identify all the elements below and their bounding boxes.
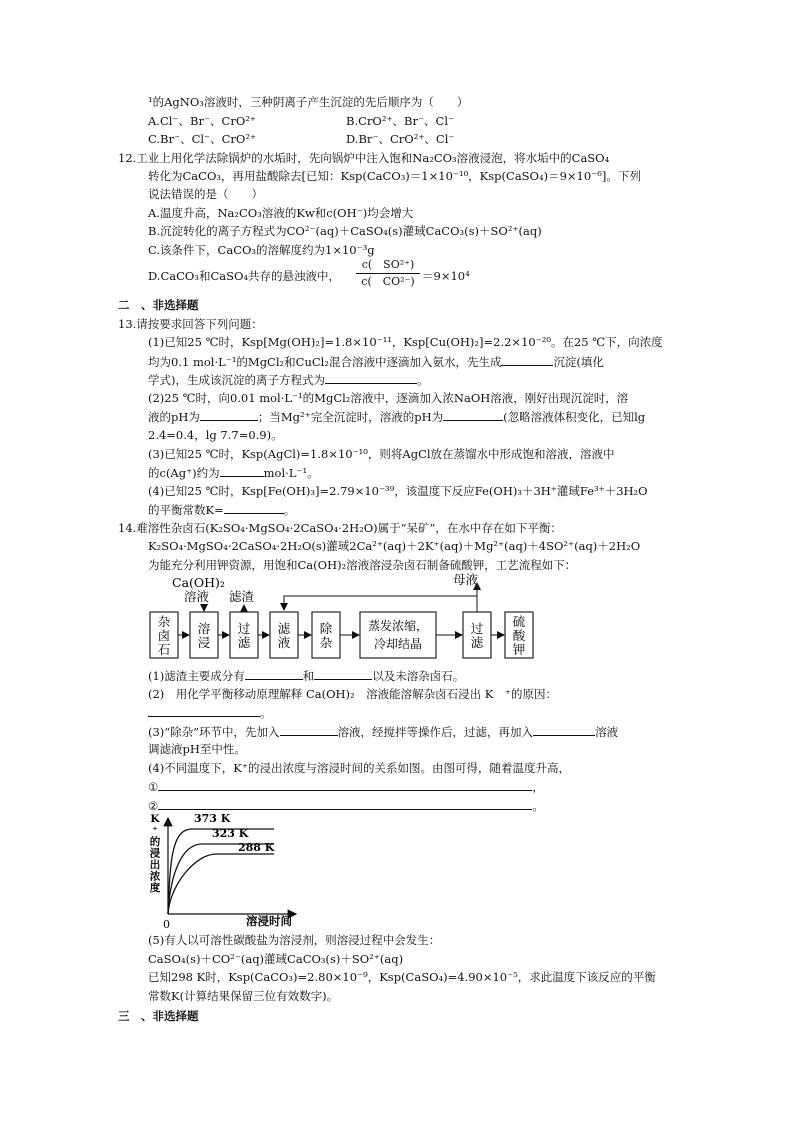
q12-option-d: D.CaCO₃和CaSO₄共存的悬浊液中， [148, 269, 341, 283]
q13-part2-text-mid: ；当Mg²⁺完全沉淀时，溶液的pH为 [257, 410, 444, 424]
q14-part2-period: 。 [260, 706, 272, 720]
section-2-heading: 二 、非选择题 [118, 298, 199, 312]
q12-stem-line2: 转化为CaCO₃，再用盐酸除去[已知：Ksp(CaCO₃)＝1×10⁻¹⁰，Ksp(CaSO₄)＝9×10⁻⁶]。下列 [148, 169, 641, 183]
q14-part3-mid: 溶液，经搅拌等操作后，过滤，再加入 [337, 725, 534, 739]
q11-option-d: D.Br⁻、CrO²⁺、Cl⁻ [346, 132, 455, 146]
q11-stem-continued: ¹的AgNO₃溶液时，三种阴离子产生沉淀的先后顺序为（ ） [148, 95, 469, 109]
flow-box-label-char: 卤 [157, 628, 171, 643]
y-axis-label-char: 出 [149, 859, 161, 871]
q14-part2: (2) 用化学平衡移动原理解释 Ca(OH)₂ 溶液能溶解杂卤石浸出 K ⁺的原因： [148, 687, 557, 701]
q14-part1-text: (1)滤渣主要成分有 [148, 669, 245, 683]
flow-box-label-char: 滤 [237, 635, 251, 650]
flow-reagent-label: Ca(OH)₂ [172, 575, 225, 590]
series-label: 373 K [194, 812, 231, 825]
q14-stem-line3: 为能充分利用钾资源，用饱和Ca(OH)₂溶液溶浸杂卤石制备硫酸钾，工艺流程如下： [148, 558, 577, 572]
y-axis-label-char: 浸 [149, 847, 161, 860]
q12-fraction-numerator: c( SO²⁺) [361, 258, 415, 271]
q11-option-c: C.Br⁻、Cl⁻、CrO²⁺ [148, 132, 257, 146]
q14-part3-tail: 溶液 [595, 725, 619, 739]
y-axis-label-char: 的 [149, 836, 161, 848]
series-label: 288 K [238, 841, 275, 854]
y-axis-label-char: ⁺ [152, 824, 158, 837]
x-axis-label: 溶浸时间 [246, 914, 292, 928]
flow-box-label: 冷却结晶 [373, 637, 423, 651]
flow-box-label-char: 除 [319, 621, 333, 636]
flow-box-label: 蒸发浓缩， [367, 619, 429, 633]
q13-part4-line1: (4)已知25 ℃时，Ksp[Fe(OH)₃]=2.79×10⁻³⁹，该温度下反应Fe(OH)₃＋3H⁺灌琙Fe³⁺＋3H₂O [148, 484, 648, 498]
q13-part2-text-tail: (忽略溶液体积变化，已知lg [503, 410, 646, 424]
q13-part3-text: 的c(Ag⁺)约为 [148, 466, 220, 480]
flow-box-label-char: 浸 [197, 635, 211, 650]
flow-box-label-char: 滤 [277, 621, 291, 636]
q13-part3-line1: (3)已知25 ℃时，Ksp(AgCl)=1.8×10⁻¹⁰，则将AgCl放在蒸馏水中形成饱和溶液，溶液中 [148, 447, 615, 461]
q13-part1-text: 学式)，生成该沉淀的离子方程式为 [148, 373, 325, 387]
q12-stem-line3: 说法错误的是（ ） [148, 187, 263, 201]
flow-box-label-char: 滤 [470, 635, 484, 650]
series-label: 323 K [212, 827, 249, 840]
q14-part5-line4: 常数K(计算结果保留三位有效数字)。 [148, 989, 339, 1003]
q13-part1-line1: (1)已知25 ℃时，Ksp[Mg(OH)₂]=1.8×10⁻¹¹，Ksp[Cu(OH)₂]=2.2×10⁻²⁰。在25 ℃下，向浓度 [148, 335, 663, 349]
q14-part5-equation: CaSO₄(s)＋CO²⁻(aq)灌琙CaCO₃(s)＋SO²⁺(aq) [148, 952, 404, 966]
q14-part1-and: 和 [302, 669, 315, 683]
origin-label: 0 [163, 918, 170, 931]
q14-part3-line2: 调滤液pH至中性。 [148, 742, 246, 756]
q13-stem: 13.请按要求回答下列问题： [118, 317, 263, 331]
q12-stem-line1: 12.工业上用化学法除锅炉的水垢时，先向锅炉中注入饱和Na₂CO₃溶液浸泡，将水垢中的CaSO₄ [118, 151, 610, 165]
flow-box-label-char: 酸 [512, 628, 526, 643]
flow-box-label-char: 过 [237, 621, 251, 636]
flow-box-label-char: 钾 [512, 642, 526, 657]
y-axis-label-char: 浓 [149, 870, 161, 883]
q13-part2-line3: 2.4=0.4，lg 7.7=0.9)。 [148, 428, 283, 442]
flow-box-label-char: 液 [277, 635, 291, 650]
q12-fraction-value: ＝9×10⁴ [422, 269, 470, 283]
q14-part4: (4)不同温度下，K⁺的浸出浓度与溶浸时间的关系如图。由图可得，随着温度升高， [148, 761, 570, 775]
flow-box-label-char: 硫 [512, 614, 526, 629]
circle-number-1: ① [148, 780, 159, 794]
q14-part3-text: (3)“除杂”环节中，先加入 [148, 725, 280, 739]
flow-mother-label: 母液 [453, 572, 479, 587]
flow-box-label-char: 杂 [319, 635, 333, 650]
q11-option-b: B.CrO²⁺、Br⁻、Cl⁻ [346, 114, 455, 128]
flow-box-label-char: 过 [470, 621, 484, 636]
q13-part2-line1: (2)25 ℃时，向0.01 mol·L⁻¹的MgCl₂溶液中，逐滴加入浓NaOH溶液，刚好出现沉淀时，溶 [148, 391, 629, 405]
flow-box-label-char: 溶 [197, 621, 211, 636]
q14-part4-comma: ， [532, 780, 544, 794]
section-3-heading: 三 、非选择题 [118, 1009, 199, 1023]
q13-part1-period: 。 [417, 373, 429, 387]
flow-residue-label: 滤渣 [229, 589, 255, 604]
q14-part5-line3: 已知298 K时，Ksp(CaCO₃)=2.80×10⁻⁹，Ksp(CaSO₄)=4.90×10⁻⁵，求此温度下该反应的平衡 [148, 970, 656, 984]
flow-box-label-char: 杂 [157, 614, 171, 629]
y-axis-label-char: K [150, 813, 160, 825]
q14-equilibrium: K₂SO₄·MgSO₄·2CaSO₄·2H₂O(s)灌琙2Ca²⁺(aq)＋2K⁺(aq)＋Mg²⁺(aq)＋4SO²⁺(aq)＋2H₂O [148, 539, 641, 553]
q13-part4-period: 。 [283, 503, 296, 517]
q13-part1-text: 均为0.1 mol·L⁻¹的MgCl₂和CuCl₂混合溶液中逐滴加入氨水，先生成 [148, 355, 502, 369]
q12-option-b: B.沉淀转化的离子方程式为CO²⁻(aq)＋CaSO₄(s)灌琙CaCO₃(s)＋SO²⁺(aq) [148, 224, 542, 238]
circle-number-2: ② [148, 799, 159, 813]
q14-part4-period: 。 [532, 799, 544, 813]
q14-part1-tail: 以及未溶杂卤石。 [372, 669, 465, 683]
y-axis-label-char: 度 [149, 882, 161, 894]
q11-option-a: A.Cl⁻、Br⁻、CrO²⁺ [148, 114, 256, 128]
q13-part2-text: 液的pH为 [148, 410, 200, 424]
q12-fraction-denominator: c( CO²⁻) [361, 275, 415, 288]
q14-stem-line1: 14.难溶性杂卤石(K₂SO₄·MgSO₄·2CaSO₄·2H₂O)属于“呆矿”，在水中存在如下平衡： [118, 521, 562, 535]
q13-part3-unit: mol·L⁻¹。 [263, 466, 319, 480]
flow-box-label-char: 石 [157, 642, 171, 657]
q13-part4-text: 的平衡常数K= [148, 503, 224, 517]
q14-part5: (5)有人以可溶性碳酸盐为溶浸剂，则溶浸过程中会发生： [148, 933, 441, 947]
q13-part1-text-tail: 沉淀(填化 [553, 355, 604, 369]
flow-solution-label: 溶液 [184, 589, 210, 604]
q12-option-c: C.该条件下，CaCO₃的溶解度约为1×10⁻³g [148, 243, 375, 257]
q12-option-a: A.温度升高，Na₂CO₃溶液的Kw和c(OH⁻)均会增大 [148, 206, 414, 220]
series-line [168, 854, 274, 914]
